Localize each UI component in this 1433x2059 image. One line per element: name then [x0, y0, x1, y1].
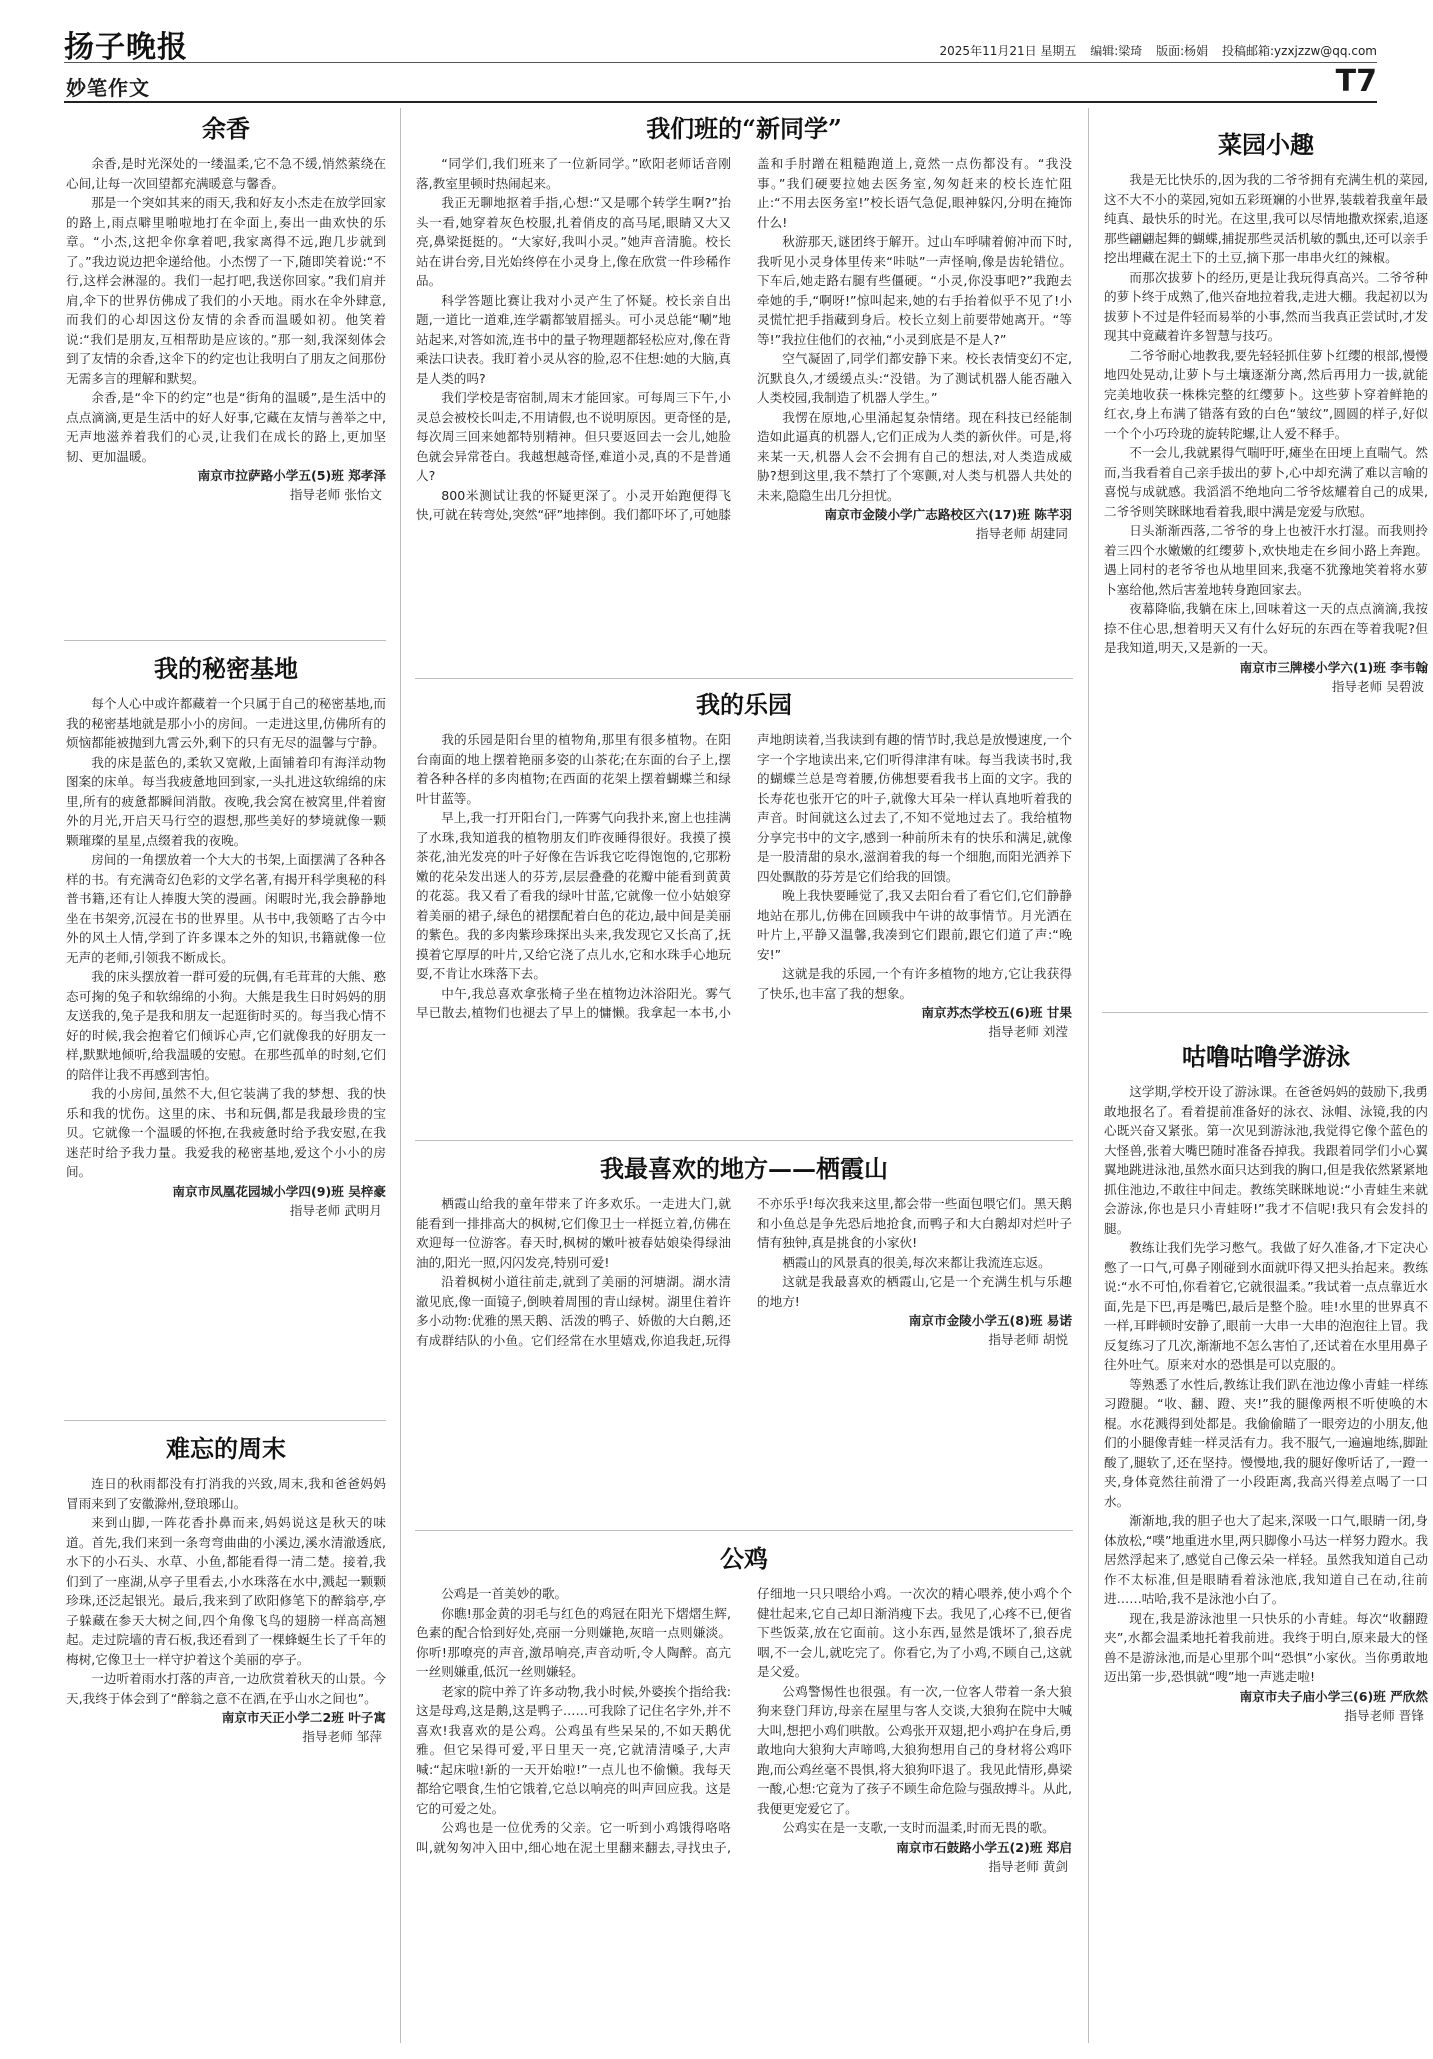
paragraph: 你瞧!那金黄的羽毛与红色的鸡冠在阳光下熠熠生辉,色素的配合恰到好处,亮丽一分则嫌艳,灰暗一点则嫌淡。你听!那嘹亮的声音,激昂响亮,声音动听,令人陶醉。高亢一丝则嫌重,低沉一丝则嫌轻。 [416, 1605, 731, 1679]
paragraph: 公鸡也是一位优秀的父亲。它一听到小鸡饿得咯咯叫,就匆匆冲入田中,细心地在泥土里翻来翻去,寻找虫子,仔细地一只只喂给小鸡。一次次的精心喂养,使小鸡个个健壮起来,它自己却日渐消瘦下去。我见了,心疼不已,便省下些饭菜,放在它面前。这小东西,显然是饿坏了,狼吞虎咽,不一会儿,就吃完了。你看它,为了小鸡,不顾自己,这就是父爱。 [416, 1586, 1072, 1855]
article-title: 我的乐园 [696, 690, 792, 719]
paragraph: 不一会儿,我就累得气喘吁吁,瘫坐在田埂上直喘气。然而,当我看着自己亲手拔出的萝卜,心中却充满了难以言喻的喜悦与成就感。我滔滔不绝地向二爷爷炫耀着自己的成果,二爷爷则笑眯眯地看着我,眼中满是宠爱与欣慰。 [1104, 445, 1428, 519]
paragraph: 房间的一角摆放着一个大大的书架,上面摆满了各种各样的书。有充满奇幻色彩的文学名著,有揭开科学奥秘的科普书籍,还有让人捧腹大笑的漫画。闲暇时光,我会静静地坐在书架旁,沉浸在书的世界里。从书中,我领略了古今中外的风土人情,学到了许多课本之外的知识,书籍就像一位无声的老师,引领我不断成长。 [66, 852, 386, 965]
article-title: 咕噜咕噜学游泳 [1182, 1042, 1350, 1071]
article-title: 我们班的“新同学” [646, 114, 842, 143]
layout-credit: 版面:杨娟 [1156, 44, 1209, 58]
byline [66, 1708, 386, 1746]
article-rooster [416, 1542, 1072, 2042]
paragraph: 那是一个突如其来的雨天,我和好友小杰走在放学回家的路上,雨点噼里啪啦地打在伞面上,奏出一曲欢快的乐章。“小杰,这把伞你拿着吧,我家离得不远,跑几步就到了。”我边说边把伞递给他。小杰愣了一下,随即笑着说:“不行,这样会淋湿的。我们一起打吧,我送你回家。”我们肩并肩,伞下的世界仿佛成了我们的小天地。雨水在伞外肆意,而我们的心却因这份友情的余香而温暖如初。他笑着说:“我们是朋友,互相帮助是应该的。”那一刻,我深刻体会到了友情的余香,这伞下的约定也让我明白了朋友之间那份无需多言的理解和默契。 [66, 195, 386, 386]
two-column-body [416, 154, 1072, 543]
paragraph: 中午,我总喜欢拿张椅子坐在植物边沐浴阳光。雾气早已散去,植物们也褪去了早上的慵懒。我拿起一本书,小声地朗读着,当我读到有趣的情节时,我总是放慢速度,一个字一个字地读出来,它们听得津津有味。每当我读书时,我的蝴蝶兰总是弯着腰,仿佛想要看我书上面的文字。我的长寿花也张开它的叶子,就像大耳朵一样认真地听着我的声音。时间就这么过去了,不知不觉地过去了。我给植物分享完书中的文字,感到一种前所未有的快乐和满足,就像是一股清甜的泉水,滋润着我的每一个细胞,而阳光洒养下四处飘散的芬芳是它们给我的回馈。 [416, 732, 1072, 1020]
paragraph: 夜幕降临,我躺在床上,回味着这一天的点点滴滴,我按捺不住心思,想着明天又有什么好玩的东西在等着我呢?但是我知道,明天,又是新的一天。 [1104, 601, 1428, 655]
row-divider-left-2 [64, 1420, 386, 1421]
paragraph: 我的床是蓝色的,柔软又宽敞,上面铺着印有海洋动物图案的床单。每当我疲惫地回到家,一头扎进这软绵绵的床里,所有的疲惫都瞬间消散。夜晚,我会窝在被窝里,伴着窗外的月光,开启天马行空的遐想,那些美好的梦境就像一颗颗璀璨的星星,点缀着我的夜晚。 [66, 754, 386, 848]
paragraph: 而那次拔萝卜的经历,更是让我玩得真高兴。二爷爷种的萝卜终于成熟了,他兴奋地拉着我,走进大棚。我起初以为拔萝卜不过是件轻而易举的小事,然而当我真正尝试时,才发现其中竟藏着许多智慧与技巧。 [1104, 269, 1428, 343]
byline [1104, 1687, 1428, 1725]
paragraph: 早上,我一打开阳台门,一阵雾气向我扑来,窗上也挂满了水珠,我知道我的植物朋友们昨夜睡得很好。我摸了摸茶花,油光发亮的叶子好像在告诉我它吃得饱饱的,它那粉嫩的花朵发出迷人的芬芳,层层叠叠的花瓣中能看到黄黄的花蕊。我又看了看我的绿叶甘蓝,它就像一位小姑娘穿着美丽的裙子,绿色的裙摆配着白色的花边,最中间是美丽的紫色。我的多肉紫珍珠探出头来,我发现它又长高了,抚摸着它厚厚的叶片,又给它浇了点儿水,它和水珠手心地玩耍,不肯让水珠落下去。 [416, 810, 731, 981]
teacher-credit: 指导老师 胡建同 [975, 526, 1068, 541]
paragraph: 每个人心中或许都藏着一个只属于自己的秘密基地,而我的秘密基地就是那小小的房间。一走进这里,仿佛所有的烦恼都能被抛到九霄云外,剩下的只有无尽的温馨与宁静。 [66, 696, 386, 750]
paragraph: 我的床头摆放着一群可爱的玩偶,有毛茸茸的大熊、憨态可掬的兔子和软绵绵的小狗。大熊是我生日时妈妈的朋友送我的,兔子是我和朋友一起逛街时买的。每当我心情不好的时候,我会抱着它们倾诉心声,它们就像我的好朋友一样,默默地倾听,给我温暖的安慰。在那些孤单的时刻,它们的陪伴让我不再感到害怕。 [66, 969, 386, 1082]
paragraph: 这就是我的乐园,一个有许多植物的地方,它让我获得了快乐,也丰富了我的想象。 [757, 966, 1072, 1001]
article-learn-swimming [1104, 1040, 1428, 2042]
byline [66, 1182, 386, 1220]
paragraph: 晚上我快要睡觉了,我又去阳台看了看它们,它们静静地站在那儿,仿佛在回顾我中午讲的故事情节。月光洒在叶片上,平静又温馨,我凑到它们跟前,跟它们道了声:“晚安!” [757, 888, 1072, 962]
article-body [66, 1474, 386, 1708]
paragraph: 我们学校是寄宿制,周末才能回家。可每周三下午,小灵总会被校长叫走,不用请假,也不说明原因。更奇怪的是,每次周三回来她都特别精神。但只要返回去一会儿,她脸色就会异常苍白。我越想越奇怪,难道小灵,真的不是普通人? [416, 390, 731, 483]
paragraph: 这就是我最喜欢的栖霞山,它是一个充满生机与乐趣的地方! [757, 1274, 1072, 1309]
row-divider-left-1 [64, 640, 386, 641]
teacher-credit: 指导老师 刘滢 [988, 1024, 1068, 1039]
article-body [416, 1584, 1072, 1876]
article-qixia-mountain [416, 1152, 1072, 1524]
paragraph: 栖霞山给我的童年带来了许多欢乐。一走进大门,就能看到一排排高大的枫树,它们像卫士一样挺立着,仿佛在欢迎每一位游客。春天时,枫树的嫩叶被春姑娘染得绿油油的,阳光一照,闪闪发亮,特别可爱! [416, 1196, 731, 1270]
paragraph: 渐渐地,我的胆子也大了起来,深吸一口气,眼睛一闭,身体放松,“噗”地重进水里,两只脚像小马达一样努力蹬水。我居然浮起来了,感觉自己像云朵一样轻。虽然我知道自己动作不太标准,但是眼睛看着泳池底,我知道自己在动,往前进……咕哈,我不是泳池小白了。 [1104, 1513, 1428, 1606]
teacher-credit: 指导老师 吴碧波 [1331, 678, 1424, 694]
paragraph: “同学们,我们班来了一位新同学。”欧阳老师话音刚落,教室里顿时热闹起来。 [416, 156, 731, 191]
author-school: 南京市凤凰花园城小学四(9)班 吴梓豪 [172, 1183, 386, 1199]
two-column-body [416, 1194, 1072, 1350]
paragraph: 我的小房间,虽然不大,但它装满了我的梦想、我的快乐和我的忧伤。这里的床、书和玩偶,都是我最珍贵的宝贝。它就像一个温暖的怀抱,在我疲惫时给予我安慰,在我迷茫时给予我力量。我爱我的秘密基地,爱这个小小的房间。 [66, 1086, 386, 1179]
byline [757, 505, 1072, 543]
paragraph: 来到山脚,一阵花香扑鼻而来,妈妈说这是秋天的味道。首先,我们来到一条弯弯曲曲的小溪边,溪水清澈透底,水下的小石头、水草、小鱼,都能看得一清二楚。接着,我们到了一座湖,从亭子里看去,小水珠落在水中,溅起一颗颗珍珠,还泛起银光。最后,我来到了欧阳修笔下的醉翁亭,亭子躲藏在参天大树之间,四个角像飞鸟的翅膀一样高高翘起。走过院墙的青石板,我还看到了一棵蜂蜒生长了千年的梅树,它像卫士一样守护着这个美丽的亭子。 [66, 1515, 386, 1667]
article-title: 菜园小趣 [1218, 130, 1314, 159]
paragraph: 我的乐园是阳台里的植物角,那里有很多植物。在阳台南面的地上摆着艳丽多姿的山茶花;在东面的台子上,摆着各种各样的多肉植物;在西面的花架上摆着蝴蝶兰和绿叶甘蓝等。 [416, 732, 731, 806]
article-body [1104, 1082, 1428, 1687]
teacher-credit: 指导老师 胡悦 [988, 1332, 1068, 1347]
paragraph: 余香,是时光深处的一缕温柔,它不急不缓,悄然萦绕在心间,让每一次回望都充满暖意与馨香。 [66, 156, 386, 191]
paragraph: 秋游那天,谜团终于解开。过山车呼啸着俯冲而下时,我听见小灵身体里传来“咔哒”一声怪响,像是齿轮错位。下车后,她走路右腿有些僵硬。“小灵,你没事吧?”我跑去牵她的手,“啊呀!”惊叫起来,她的右手抬着似乎不见了!小灵慌忙把手指藏到身后。校长立刻上前要带她离开。“等等!”我拉住他们的衣袖,“小灵到底是不是人?” [757, 234, 1072, 347]
paragraph: 我正无聊地抠着手指,心想:“又是哪个转学生啊?”抬头一看,她穿着灰色校服,扎着俏皮的高马尾,眼睛又大又亮,鼻梁挺挺的。“大家好,我叫小灵。”她声音清脆。校长站在讲台旁,目光始终停在小灵身上,像在欣赏一件珍稀作品。 [416, 195, 731, 288]
article-title: 公鸡 [720, 1544, 768, 1573]
article-yuxiang [66, 112, 386, 632]
article-body [416, 730, 1072, 1041]
author-school: 南京市三牌楼小学六(1)班 李韦翰 [1239, 659, 1428, 675]
paragraph: 800米测试让我的怀疑更深了。小灵开始跑便得飞快,可就在转弯处,突然“砰”地摔倒。我们都吓坏了,可她膝盖和手肘蹭在粗糙跑道上,竟然一点伤都没有。“我没事。”我们硬要拉她去医务室,匆匆赶来的校长连忙阻止:“不用去医务室!”校长语气急促,眼神躲闪,分明在掩饰什么! [416, 156, 1072, 522]
header-divider [64, 101, 1377, 103]
author-school: 南京市金陵小学五(8)班 易诺 [908, 1313, 1072, 1328]
teacher-credit: 指导老师 黄剑 [988, 1858, 1068, 1874]
article-paradise [416, 688, 1072, 1134]
article-title: 我最喜欢的地方——栖霞山 [600, 1154, 888, 1183]
row-divider-mid-2 [415, 1140, 1073, 1141]
paragraph: 沿着枫树小道往前走,就到了美丽的河塘湖。湖水清澈见底,像一面镜子,倒映着周围的青山绿树。湖里住着许多小动物:优雅的黑天鹅、活泼的鸭子、娇傲的大白鹅,还有成群结队的小鱼。它们经常在水里嬉戏,你追我赶,玩得不亦乐乎!每次我来这里,都会带一些面包喂它们。黑天鹅和小鱼总是争先恐后地抢食,而鸭子和大白鹅却对烂叶子情有独钟,真是挑食的小家伙! [416, 1196, 1072, 1348]
teacher-credit: 指导老师 邹萍 [302, 1729, 382, 1744]
paragraph: 空气凝固了,同学们都安静下来。校长表情变幻不定,沉默良久,才缓缓点头:“没错。为了测试机器人能否融入人类校园,我制造了机器人学生。” [757, 351, 1072, 405]
masthead-logo: 扬子晚报 [64, 30, 188, 65]
paragraph: 日头渐渐西落,二爷爷的身上也被汗水打湿。而我则拎着三四个水嫩嫩的红缨萝卜,欢快地走在乡间小路上奔跑。遇上同村的老爷爷也从地里回来,我毫不犹豫地笑着将水萝卜塞给他,然后害羞地转身跑回家去。 [1104, 523, 1428, 597]
issue-date: 2025年11月21日 星期五 [939, 44, 1077, 58]
article-secret-base [66, 652, 386, 1412]
byline [66, 466, 386, 504]
editor-credit: 编辑:梁琦 [1090, 44, 1143, 58]
column-divider-left [400, 108, 401, 2043]
teacher-credit: 指导老师 晋锋 [1344, 1707, 1424, 1723]
row-divider-mid-3 [415, 1530, 1073, 1531]
section-title: 妙笔作文 [66, 76, 150, 100]
author-school: 南京苏杰学校五(6)班 甘果 [921, 1005, 1072, 1020]
article-title: 余香 [202, 114, 250, 143]
article-body [416, 154, 1072, 543]
column-divider-right [1088, 108, 1089, 2043]
paragraph: 教练让我们先学习憋气。我做了好久准备,才下定决心憋了一口气,可鼻子刚碰到水面就吓得又把头抬起来。教练说:“水不可怕,你看着它,它就很温柔。”我试着一点点靠近水面,先是下巴,再是嘴巴,最后是整个脸。哇!水里的世界真不一样,耳畔顿时安静了,眼前一大串一大串的泡泡往上冒。我反复练习了几次,渐渐地不怎么害怕了,还试着在水里用鼻子往外吐气。原来对水的恐惧是可以克服的。 [1104, 1240, 1428, 1372]
paragraph: 科学答题比赛让我对小灵产生了怀疑。校长亲自出题,一道比一道难,连学霸都皱眉摇头。可小灵总能“唰”地站起来,对答如流,连书中的量子物理题都轻松应对,像在背乘法口诀表。我盯着小灵从容的脸,忍不住想:她的大脑,真是人类的吗? [416, 292, 731, 386]
article-vegetable-garden [1104, 128, 1428, 1004]
header-rule [64, 62, 1377, 63]
paragraph: 现在,我是游泳池里一只快乐的小青蛙。每次“收翻蹬夹”,水都会温柔地托着我前进。我终于明白,原来最大的怪兽不是游泳池,而是心里那个叫“恐惧”小家伙。当你勇敢地迈出第一步,恐惧就“嗖”地一声逃走啦! [1104, 1610, 1428, 1684]
paragraph: 公鸡警惕性也很强。有一次,一位客人带着一条大狼狗来登门拜访,母亲在屋里与客人交谈,大狼狗在院中大喊大叫,想把小鸡们哄散。公鸡张开双翅,把小鸡护在身后,勇敢地向大狼狗大声啼鸣,大狼狗想用自己的身材将公鸡吓跑,而公鸡丝毫不畏惧,将大狼狗吓退了。我见此情形,鼻梁一酸,心想:它竟为了孩子不顾生命危险与强敌搏斗。从此,我便更宠爱它了。 [757, 1683, 1072, 1816]
byline [757, 1838, 1072, 1876]
paragraph: 这学期,学校开设了游泳课。在爸爸妈妈的鼓励下,我勇敢地报名了。看着提前准备好的泳衣、泳帽、泳镜,我的内心既兴奋又紧张。第一次见到游泳池,我觉得它像个蓝色的大怪兽,张着大嘴巴随时准备吞掉我。我跟着同学们小心翼翼地跳进泳池,虽然水面只达到我的胸口,但是我依然紧紧地抓住池边,不敢往中间走。教练笑眯眯地说:“小青蛙生来就会游泳,你也是只小青蛙呀!”我才不信呢!我只有会发抖的腿。 [1104, 1084, 1428, 1236]
row-divider-mid-1 [415, 678, 1073, 679]
paragraph: 老家的院中养了许多动物,我小时候,外婆挨个指给我:这是母鸡,这是鹅,这是鸭子……可我除了记住名字外,并不喜欢!我喜欢的是公鸡。公鸡虽有些呆呆的,不如天鹅优雅。但它呆得可爱,平日里天一亮,它就清清嗓子,大声喊:“起床啦!新的一天开始啦!”一点儿也不偷懒。我每天都给它喂食,生怕它饿着,它总以响亮的叫声回应我。这是它的可爱之处。 [416, 1683, 731, 1816]
page-number: T7 [1335, 64, 1377, 99]
article-body [1104, 170, 1428, 658]
paragraph: 连日的秋雨都没有打消我的兴致,周末,我和爸爸妈妈冒雨来到了安徽滁州,登琅琊山。 [66, 1476, 386, 1511]
paragraph: 二爷爷耐心地教我,要先轻轻抓住萝卜红缨的根部,慢慢地四处晃动,让萝卜与土壤逐渐分离,然后再用力一拔,就能完美地收获一株株完整的红缨萝卜。这些萝卜穿着鲜艳的红衣,身上布满了错落有致的白色“皱纹”,圆圆的样子,好似一个个小巧玲珑的旋转陀螺,让人爱不释手。 [1104, 347, 1428, 441]
author-school: 南京市拉萨路小学五(5)班 郑孝泽 [197, 468, 386, 483]
author-school: 南京市天正小学二2班 叶子寓 [221, 1710, 386, 1725]
paragraph: 余香,是“伞下的约定”也是“街角的温暖”,是生活中的点点滴滴,更是生活中的好人好事,它藏在友情与善举之中,无声地滋养着我们的心灵,让我们在成长的路上,更加坚韧、更加温暖。 [66, 390, 386, 464]
paragraph: 公鸡实在是一支歌,一支时而温柔,时而无畏的歌。 [782, 1820, 1055, 1835]
author-school: 南京市金陵小学广志路校区六(17)班 陈芊羽 [824, 507, 1072, 522]
paragraph: 栖霞山的风景真的很美,每次来都让我流连忘返。 [782, 1254, 1051, 1270]
article-new-classmate [416, 112, 1072, 672]
article-weekend [66, 1432, 386, 2042]
author-school: 南京市石鼓路小学五(2)班 郑启 [896, 1839, 1072, 1855]
article-body [66, 694, 386, 1182]
paragraph: 公鸡是一首美妙的歌。 [441, 1586, 568, 1601]
teacher-credit: 指导老师 张怡文 [289, 487, 382, 502]
paragraph: 一边听着雨水打落的声音,一边欣赏着秋天的山景。今天,我终于体会到了“醉翁之意不在酒,在乎山水之间也”。 [66, 1671, 386, 1706]
article-title: 难忘的周末 [166, 1434, 286, 1463]
paragraph: 我愣在原地,心里涌起复杂情绪。现在科技已经能制造如此逼真的机器人,它们正成为人类的新伙伴。可是,将来某一天,机器人会不会拥有自己的想法,对人类造成威胁?想到这里,我不禁打了个寒颤,对人类与机器人共处的未来,隐隐生出几分担忧。 [757, 409, 1072, 503]
article-title: 我的秘密基地 [154, 654, 298, 683]
teacher-credit: 指导老师 武明月 [289, 1202, 382, 1218]
paragraph: 我是无比快乐的,因为我的二爷爷拥有充满生机的菜园,这不大不小的菜园,宛如五彩斑斓的小世界,装载着我童年最纯真、最快乐的时光。在这里,我可以尽情地撒欢探索,追逐那些翩翩起舞的蝴蝶,捕捉那些灵活机敏的瓢虫,还可以亲手挖出埋藏在泥土下的土豆,摘下那一串串火红的辣椒。 [1104, 172, 1428, 265]
byline [757, 1311, 1072, 1349]
byline [757, 1003, 1072, 1041]
two-column-body [416, 1584, 1072, 1876]
article-body [66, 154, 386, 466]
author-school: 南京市夫子庙小学三(6)班 严欣然 [1239, 1688, 1428, 1704]
byline [1104, 658, 1428, 696]
paragraph: 等熟悉了水性后,教练让我们趴在池边像小青蛙一样练习蹬腿。“收、翻、蹬、夹!”我的腿像两根不听使唤的木棍。水花溅得到处都是。我偷偷瞄了一眼旁边的小朋友,他们的小腿像青蛙一样灵活有力。我不服气,一遍遍地练,脚趾酸了,腿软了,还在坚持。慢慢地,我的腿好像听话了,一蹬一夹,身体竟然往前滑了一小段距离,我高兴得差点喝了一口水。 [1104, 1376, 1428, 1509]
submission-email: 投稿邮箱:yzxjzzw@qq.com [1222, 44, 1377, 58]
header-meta [930, 42, 1377, 59]
row-divider-right-1 [1102, 1012, 1428, 1013]
two-column-body [416, 730, 1072, 1041]
